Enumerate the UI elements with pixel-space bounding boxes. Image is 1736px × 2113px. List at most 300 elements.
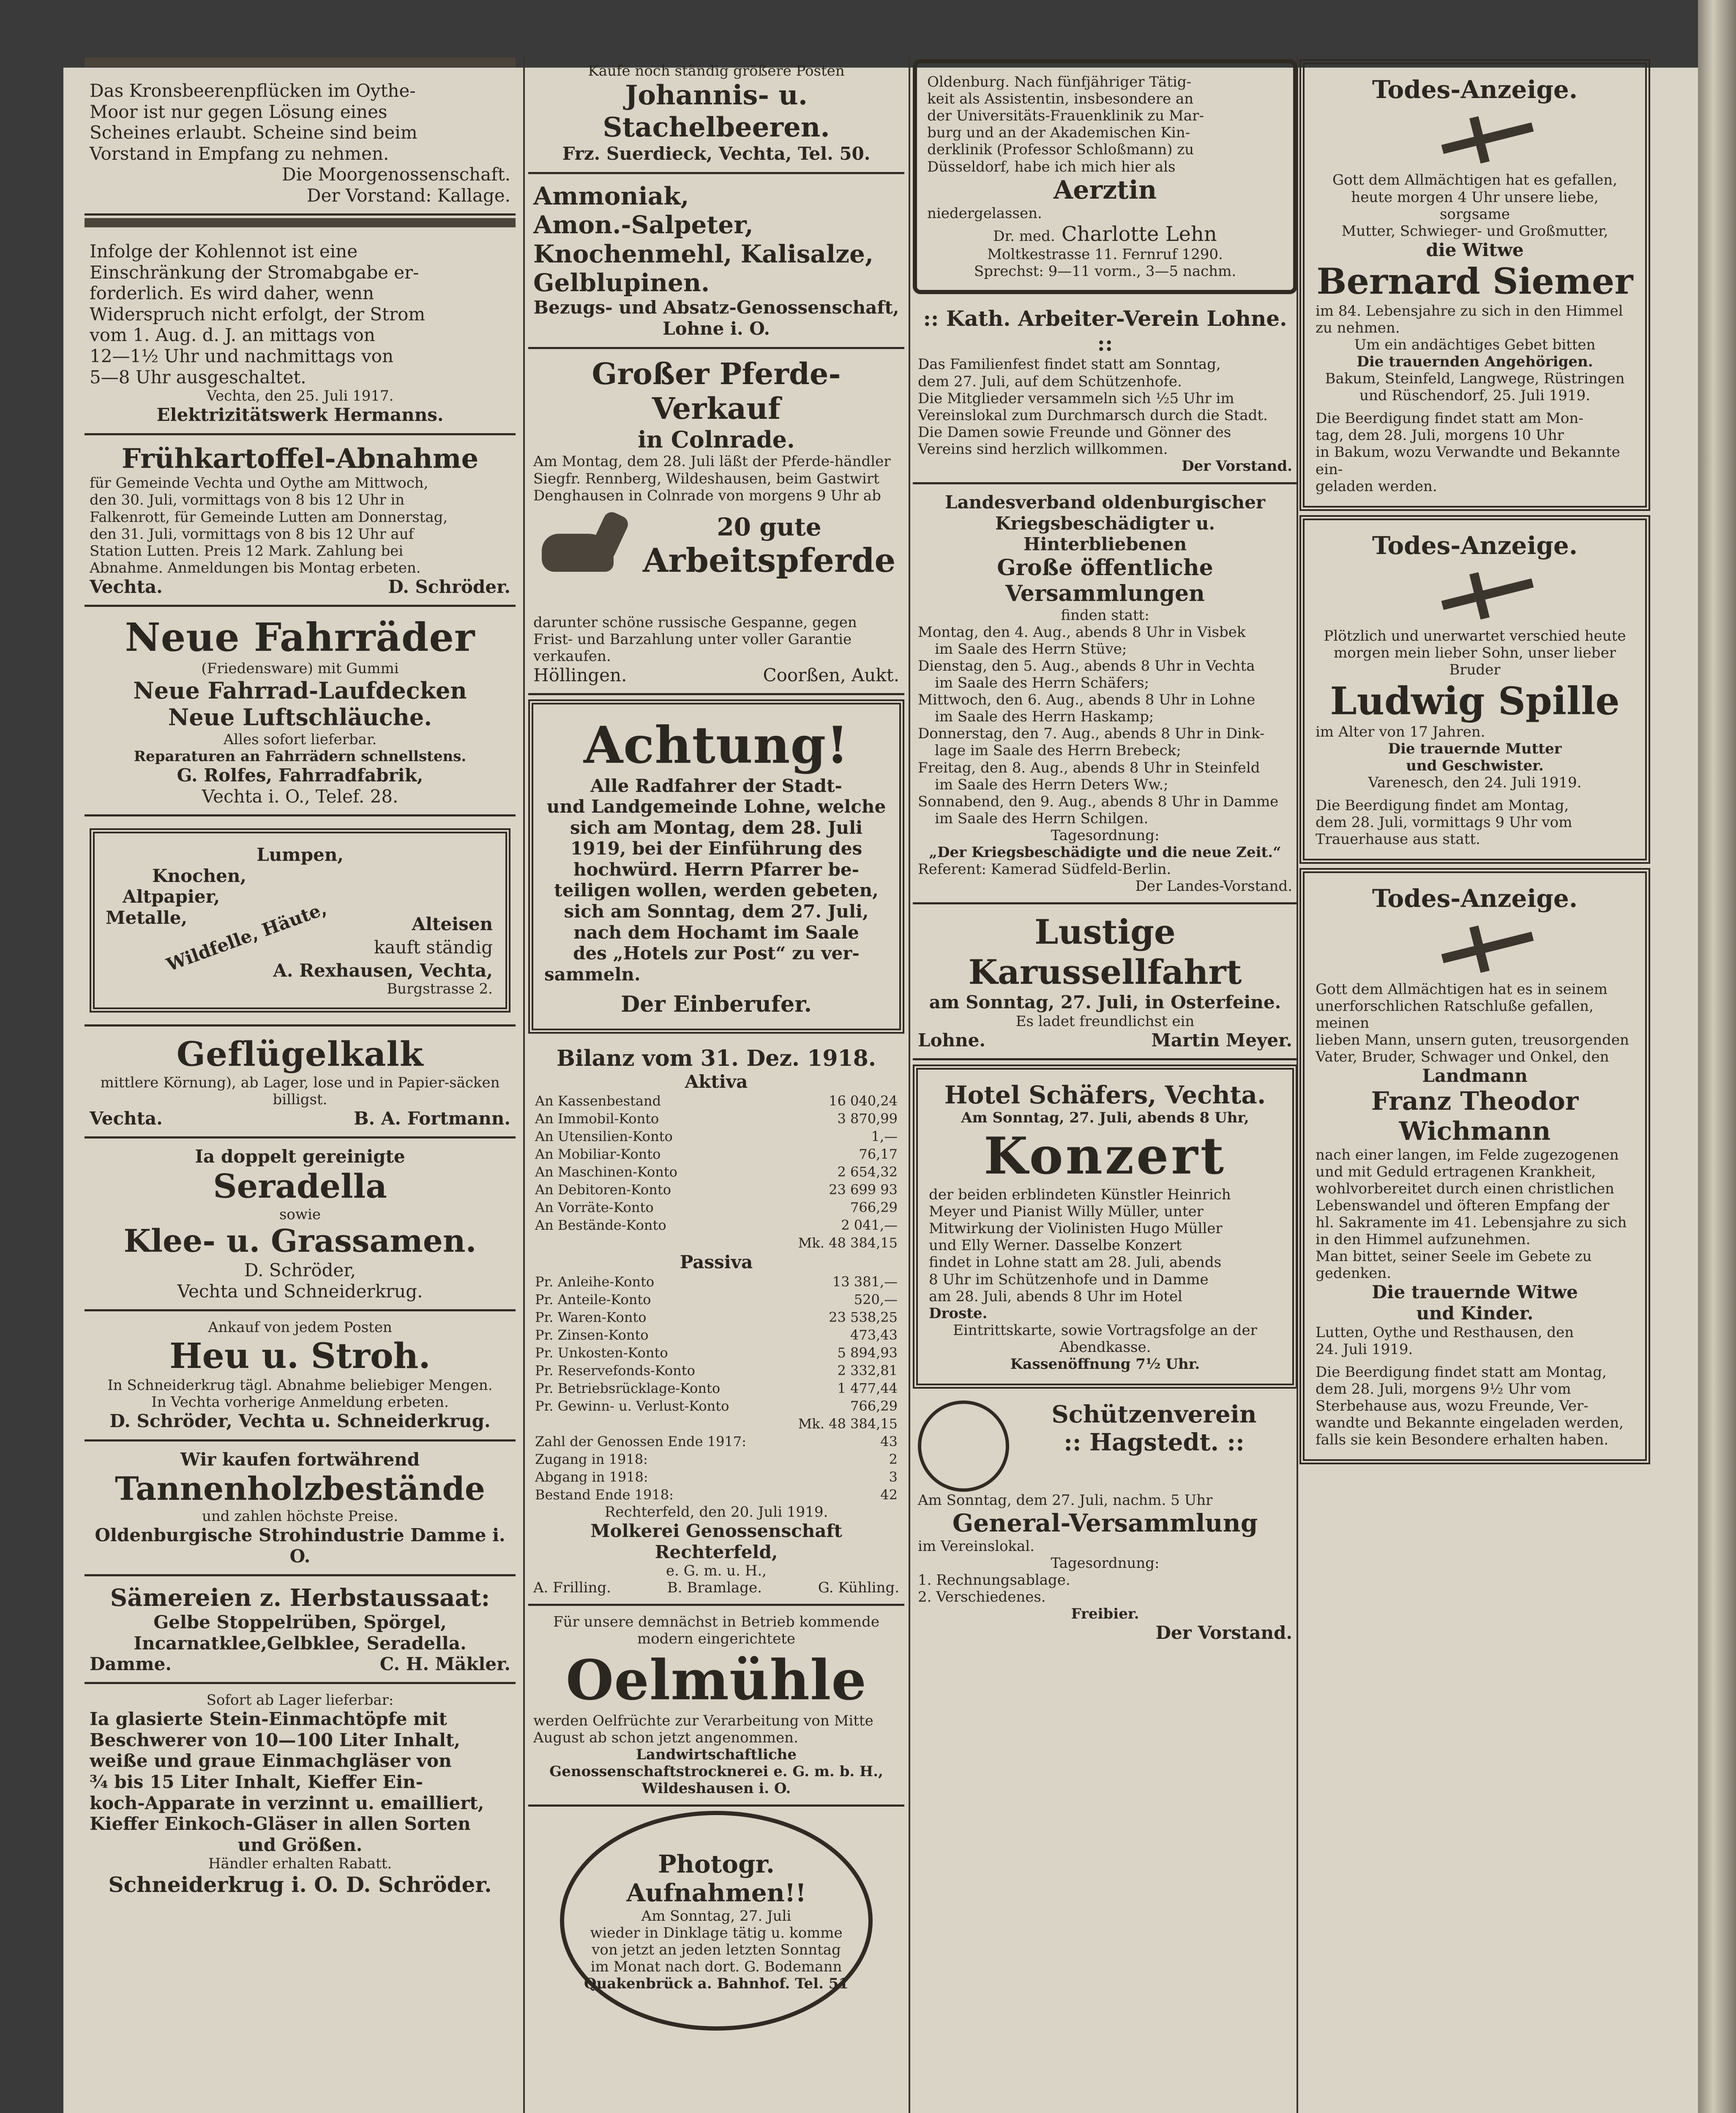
text-line: 12—1½ Uhr und nachmittags von — [90, 346, 394, 367]
ad-title: Frühkartoffel-Abnahme — [121, 442, 479, 475]
cell: An Bestände-Konto — [535, 1217, 666, 1234]
text-line: lieben Mann, unsern guten, treusorgenden — [1316, 1032, 1629, 1049]
firm: D. Schröder, — [244, 1259, 356, 1280]
ad-title: Tannenholzbestände — [115, 1470, 485, 1508]
text-line: Neue Fahrrad-Laufdecken — [133, 677, 467, 704]
text-line: geladen werden. — [1316, 478, 1437, 495]
cell: An Utensilien-Konto — [535, 1128, 673, 1145]
cell: 766,29 — [850, 1398, 898, 1414]
text-line: Montag, den 4. Aug., abends 8 Uhr in Visbek — [918, 623, 1246, 641]
table-row — [533, 1415, 899, 1433]
table-row — [533, 1163, 899, 1181]
ad-lumpen — [85, 816, 516, 1026]
text-line: von jetzt an jeden letzten Sonntag — [592, 1941, 841, 1958]
text-line: Freibier. — [1071, 1605, 1139, 1623]
text-line: Ia glasierte Stein-Einmachtöpfe mit — [90, 1709, 447, 1730]
address: Vechta i. O., Telef. 28. — [202, 786, 399, 807]
cell: 5 894,93 — [837, 1344, 898, 1361]
text-line: Tagesordnung: — [1051, 827, 1160, 844]
text-line: und Rüschendorf, 25. Juli 1919. — [1359, 387, 1591, 404]
table-row — [533, 1110, 899, 1127]
text-line: sich am Sonntag, dem 27. Juli, — [564, 901, 869, 922]
text-line: Donnerstag, den 7. Aug., abends 8 Uhr in Dink- — [918, 725, 1265, 743]
text-line: des „Hotels zur Post“ zu ver- — [573, 943, 860, 964]
cell: An Maschinen-Konto — [535, 1164, 677, 1180]
address: Vechta und Schneiderkrug. — [177, 1280, 423, 1302]
ad-kohlennot — [85, 233, 516, 435]
firm: Schneiderkrug i. O. D. Schröder. — [108, 1872, 492, 1897]
text-line: Kieffer Einkoch-Gläser in allen Sorten — [90, 1813, 471, 1835]
cell: 42 — [880, 1486, 898, 1503]
cell: An Debitoren-Konto — [535, 1182, 671, 1198]
cell: Pr. Anteile-Konto — [535, 1291, 651, 1308]
place: Vechta. — [90, 576, 163, 597]
cell: 3 — [889, 1469, 898, 1485]
ad-landesverband — [913, 484, 1297, 904]
ad-title: Seradella — [213, 1167, 387, 1206]
ad-photo — [560, 1811, 873, 2031]
table-row — [533, 1145, 899, 1163]
firm: G. Rolfes, Fahrradfabrik, — [177, 765, 423, 786]
column-3 — [913, 55, 1297, 1651]
text-line: keit als Assistentin, insbesondere an — [927, 90, 1194, 108]
text-line: und Landgemeinde Lohne, welche — [546, 796, 886, 817]
text-line: darunter schöne russische Gespanne, gegen Frist- und Barzahlung unter voller Garantie verkaufen. — [533, 614, 857, 665]
text-line: derklinik (Professor Schloßmann) zu — [927, 141, 1194, 158]
cell: Abgang in 1918: — [535, 1469, 648, 1485]
text-line: In Schneiderkrug tägl. Abnahme beliebiger Mengen. — [107, 1376, 493, 1394]
sum-cell: Mk. 48 384,15 — [798, 1415, 898, 1432]
text-line: wandte und Bekannte eingeladen werden, — [1316, 1414, 1624, 1432]
item: Wildfelle, Häute, — [164, 898, 329, 976]
text-line: Ia doppelt gereinigte — [195, 1146, 405, 1167]
text-line: Lebenswandel und öfteren Empfang der — [1316, 1197, 1610, 1214]
text-line: Am Sonntag, 27. Juli — [641, 1907, 792, 1925]
text-line: in Colnrade. — [638, 426, 795, 453]
table-row — [533, 1379, 899, 1397]
table-row — [533, 1127, 899, 1145]
text-line: im Saale des Herrn Stüve; — [935, 640, 1127, 658]
ad-fahrraeder — [85, 607, 516, 816]
ad-title: General-Versammlung — [952, 1509, 1258, 1538]
ad-arbeiterverein — [913, 298, 1297, 484]
text-line: den 30. Juli, vormittags von 8 bis 12 Uhr in — [90, 491, 405, 509]
ad-heu-stroh — [85, 1311, 516, 1441]
target-emblem-icon — [918, 1400, 1009, 1492]
text-line: und Elly Werner. Dasselbe Konzert — [929, 1237, 1182, 1254]
text-line: heute morgen 4 Uhr unsere liebe, sorgsame — [1351, 188, 1599, 223]
cell: Pr. Unkosten-Konto — [535, 1344, 668, 1361]
text-line: am 28. Juli, abends 8 Uhr im Hotel — [929, 1288, 1182, 1305]
ad-karussell — [913, 904, 1297, 1060]
text-line: Sofort ab Lager lieferbar: — [206, 1692, 394, 1709]
text-line: Eintrittskarte, sowie Vortragsfolge an der Abendkasse. — [953, 1321, 1257, 1356]
text-line: dem 27. Juli, auf dem Schützenhofe. — [918, 373, 1182, 390]
item: Metalle, — [106, 907, 188, 928]
ad-aerztin — [913, 59, 1297, 294]
text-line: tag, dem 28. Juli, morgens 10 Uhr — [1316, 427, 1564, 444]
text-line: Oldenburg. Nach fünfjähriger Tätig- — [927, 74, 1192, 90]
ad-title: Johannis- u. Stachelbeeren. — [603, 79, 830, 143]
signature: Der Vorstand. — [1155, 1622, 1292, 1643]
text-line: Man bittet, seiner Seele im Gebete zu — [1316, 1248, 1592, 1265]
firm: e. G. m. u. H., — [666, 1562, 767, 1580]
table-row — [533, 1450, 899, 1468]
text-line: Vater, Bruder, Schwager und Onkel, den — [1316, 1048, 1609, 1066]
item: Alteisen — [412, 914, 493, 935]
text-line: Station Lutten. Preis 12 Mark. Zahlung bei — [90, 542, 404, 560]
deceased-name: Ludwig Spille — [1330, 678, 1620, 723]
item: Altpapier, — [123, 886, 220, 907]
cell: 76,17 — [859, 1146, 898, 1163]
column-rule — [523, 55, 525, 2113]
ad-johannisbeeren — [528, 55, 904, 174]
ad-title: Landesverband oldenburgischer — [945, 492, 1265, 513]
cell: 766,29 — [850, 1199, 898, 1216]
text-line: am Sonntag, 27. Juli, in Osterfeine. — [929, 992, 1281, 1013]
ad-title: Konzert — [983, 1126, 1227, 1186]
text-line: lage im Saale des Herrn Brebeck; — [935, 742, 1181, 759]
text-line: Alle Radfahrer der Stadt- — [590, 775, 842, 796]
text-line: forderlich. Es wird daher, wenn — [90, 283, 374, 304]
ad-title: Hotel Schäfers, Vechta. — [944, 1080, 1266, 1109]
ad-title: :: Kath. Arbeiter-Verein Lohne. :: — [923, 306, 1287, 356]
signature: Der Landes-Vorstand. — [1135, 878, 1292, 895]
text-line: Die Beerdigung findet statt am Mon- — [1316, 410, 1583, 427]
text-line: und zahlen höchste Preise. — [202, 1507, 398, 1525]
cross-wreath-icon — [1407, 568, 1542, 619]
table-row — [533, 1092, 899, 1110]
ad-gefluegelkalk — [85, 1026, 516, 1138]
obituary-wichmann — [1299, 868, 1650, 1464]
signature: G. Kühling. — [818, 1579, 899, 1597]
text-line: dem 28. Juli, morgens 9½ Uhr vom — [1316, 1380, 1571, 1398]
text-line: Alles sofort lieferbar. — [223, 731, 377, 748]
text-line: sowie — [279, 1206, 321, 1223]
cell: An Mobiliar-Konto — [535, 1146, 661, 1163]
text-line: Für unsere demnächst in Betrieb kommende modern eingerichtete — [553, 1613, 879, 1648]
text-line: wieder in Dinklage tätig u. komme — [590, 1924, 843, 1941]
text-line: Der Vorstand: Kallage. — [306, 185, 510, 206]
ad-moor — [85, 73, 516, 216]
ad-pferdeverkauf — [528, 349, 904, 696]
date-line: Vechta, den 25. Juli 1917. — [206, 388, 394, 405]
text-line: weiße und graue Einmachgläser von — [90, 1750, 452, 1772]
place: Vechta. — [90, 1108, 163, 1129]
ad-title: Kriegsbeschädigter u. Hinterbliebenen — [995, 513, 1215, 555]
ad-title: Oelmühle — [565, 1647, 867, 1712]
text-line: Düsseldorf, habe ich mich hier als — [927, 158, 1176, 175]
text-line: Landmann — [1422, 1065, 1528, 1087]
cell: Pr. Reservefonds-Konto — [535, 1362, 695, 1379]
text-line: Mittwoch, den 6. Aug., abends 8 Uhr in Lohne — [918, 691, 1256, 709]
item: Knochen, — [152, 865, 247, 886]
text-line: Händler erhalten Rabatt. — [208, 1855, 392, 1873]
text-line: im Saale des Herrn Schilgen. — [935, 810, 1149, 827]
text-line: ¾ bis 15 Liter Inhalt, Kieffer Ein- — [90, 1772, 423, 1793]
text-line: und Größen. — [237, 1834, 363, 1855]
text-line: in den Himmel aufzunehmen. — [1316, 1231, 1531, 1248]
table-row — [533, 1433, 899, 1450]
text-line: koch-Apparate in verzinnt u. emailliert, — [90, 1792, 484, 1813]
cell: Pr. Betriebsrücklage-Konto — [535, 1380, 721, 1396]
ad-title: Geflügelkalk — [176, 1034, 424, 1074]
text-line: im Saale des Herrn Schäfers; — [935, 674, 1149, 691]
text-line: nach einer langen, im Felde zugezogenen — [1316, 1146, 1619, 1163]
text-line: „Der Kriegsbeschädigte und die neue Zeit.“ — [929, 844, 1281, 861]
text-line: Meyer und Pianist Willy Müller, unter — [929, 1203, 1204, 1220]
text-line: Die Mitglieder versammeln sich ½5 Uhr im — [918, 390, 1234, 407]
text-line: burg und an der Akademischen Kin- — [927, 124, 1190, 142]
section-head: Aktiva — [685, 1071, 748, 1092]
text-line: Gelblupinen. — [533, 268, 710, 297]
ad-einmachtoepfe — [85, 1684, 516, 1905]
text-line: den 31. Juli, vormittags von 8 bis 12 Uhr auf — [90, 525, 414, 543]
cross-wreath-icon — [1407, 112, 1542, 163]
text-line: im 84. Lebensjahre zu sich in den Himmel — [1316, 302, 1623, 319]
cell: Zahl der Genossen Ende 1917: — [535, 1433, 746, 1450]
signature: Die trauernde Witwe — [1372, 1282, 1578, 1303]
text-line: kauft ständig — [374, 937, 493, 958]
cell: 1 477,44 — [837, 1380, 898, 1396]
text-line: 1919, bei der Einführung des — [570, 838, 863, 859]
signature: Martin Meyer. — [1151, 1029, 1292, 1051]
text-line: Die Damen sowie Freunde und Gönner des — [918, 423, 1231, 441]
text-line: im Saale des Herrn Deters Ww.; — [935, 776, 1168, 793]
deceased-name: Bernard Siemer — [1316, 260, 1633, 303]
column-4 — [1299, 55, 1650, 1469]
obituary-siemer — [1299, 59, 1650, 511]
text-line: Tagesordnung: — [1051, 1554, 1160, 1572]
text-line: Trauerhause aus statt. — [1316, 831, 1480, 848]
ad-konzert — [913, 1065, 1297, 1389]
text-line: falls sie kein Besondere erhalten haben. — [1316, 1431, 1609, 1449]
text-line: Am Sonntag, 27. Juli, abends 8 Uhr, — [961, 1109, 1249, 1127]
signature: Die trauernde Mutter — [1388, 740, 1562, 757]
table-row — [533, 1486, 899, 1504]
text-line: Um ein andächtiges Gebet bitten — [1354, 336, 1596, 353]
ad-title: Heu u. Stroh. — [169, 1336, 431, 1377]
cell: 23 699 93 — [829, 1182, 898, 1198]
text-line: Das Familienfest findet statt am Sonntag, — [918, 356, 1221, 373]
horse-illustration — [533, 504, 631, 614]
ad-title: Großer Pferde-Verkauf — [592, 356, 841, 426]
text-line: hl. Sakramente im 41. Lebensjahre zu sich — [1316, 1214, 1627, 1231]
text-line: sich am Montag, dem 28. Juli — [570, 817, 863, 838]
text-line: teiligen wollen, werden gebeten, — [554, 880, 879, 901]
text-line: morgen mein lieber Sohn, unser lieber Bruder — [1334, 644, 1616, 679]
ad-achtung — [528, 699, 904, 1033]
table-row — [533, 1397, 899, 1415]
text-line: im Vereinslokal. — [918, 1537, 1035, 1555]
table-row — [533, 1468, 899, 1486]
place: Damme. — [90, 1654, 172, 1675]
rule-bar — [85, 57, 516, 67]
sum-cell: Mk. 48 384,15 — [798, 1235, 898, 1251]
text-line: Die Moorgenossenschaft. — [282, 164, 510, 185]
text-line: Kaufe noch ständig größere Posten — [588, 63, 845, 79]
cell: 2 041,— — [841, 1217, 898, 1234]
cell: 2 332,81 — [837, 1362, 898, 1379]
text-line: finden statt: — [1061, 606, 1149, 624]
text-line: 2. Verschiedenes. — [918, 1589, 1046, 1606]
signature: A. Frilling. — [533, 1579, 611, 1597]
text-line: mittlere Körnung), ab Lager, lose und in Papier-säcken billigst. — [100, 1074, 500, 1108]
address: Moltkestrasse 11. Fernruf 1290. — [987, 246, 1223, 263]
signature: und Geschwister. — [1406, 757, 1544, 774]
text-line: Mutter, Schwieger- und Großmutter, — [1341, 222, 1608, 240]
cell: 13 381,— — [832, 1273, 898, 1290]
text-line: der Universitäts-Frauenklinik zu Mar- — [927, 107, 1204, 125]
place: Lohne. — [918, 1029, 985, 1051]
obituary-spille — [1299, 515, 1650, 864]
text-line: Scheines erlaubt. Scheine sind beim — [90, 122, 418, 143]
ad-oelmuehle — [528, 1606, 904, 1807]
cell: Zugang in 1918: — [535, 1451, 648, 1467]
text-line: im Monat nach dort. G. Bodemann — [590, 1958, 842, 1975]
text-line: Abnahme. Anmeldungen bis Montag erbeten. — [90, 559, 421, 576]
text-line: hochwürd. Herrn Pfarrer be- — [573, 859, 860, 880]
ad-title: Aerztin — [1053, 175, 1157, 205]
text-line: Einschränkung der Stromabgabe er- — [90, 262, 419, 283]
ad-title: Schützenverein — [1051, 1400, 1257, 1429]
text-line: unerforschlichen Ratschluße gefallen, meinen — [1316, 998, 1594, 1032]
text-line: sammeln. — [544, 964, 641, 985]
cell: An Vorräte-Konto — [535, 1199, 654, 1216]
aktiva-table — [533, 1092, 899, 1252]
ad-title: :: Hagstedt. :: — [1064, 1428, 1245, 1457]
table-row — [533, 1344, 899, 1362]
firm: Oldenburgische Strohindustrie Damme i. O. — [95, 1525, 505, 1567]
text-line: für Gemeinde Vechta und Oythe am Mittwoch, — [90, 475, 429, 492]
column-1 — [85, 55, 516, 1905]
ad-title: Sämereien z. Herbstaussaat: — [110, 1584, 490, 1612]
text-line: Mitwirkung der Violinisten Hugo Müller — [929, 1220, 1223, 1237]
text-line: Bakum, Steinfeld, Langwege, Rüstringen — [1325, 370, 1625, 387]
text-line: Falkenrott, für Gemeinde Lutten am Donnerstag, — [90, 508, 448, 526]
text-line: zu nehmen. — [1316, 319, 1400, 336]
address: Quakenbrück a. Bahnhof. Tel. 51 — [584, 1975, 849, 1993]
signature: C. H. Mäkler. — [379, 1654, 510, 1675]
text-line: findet in Lohne statt am 28. Juli, abends — [929, 1254, 1222, 1271]
text-line: Gelbe Stoppelrüben, Spörgel, — [153, 1612, 447, 1633]
cell: Bestand Ende 1918: — [535, 1486, 674, 1503]
signature: B. Bramlage. — [667, 1579, 762, 1597]
text-line: nach dem Hochamt im Saale — [573, 922, 859, 943]
section-head: Passiva — [680, 1252, 753, 1273]
firm: Frz. Suerdieck, Vechta, Tel. 50. — [562, 143, 871, 164]
text-line: Dienstag, den 5. Aug., abends 8 Uhr in Vechta — [918, 657, 1255, 674]
cross-wreath-icon — [1407, 922, 1542, 972]
table-row — [533, 1234, 899, 1252]
cell: Pr. Gewinn- u. Verlust-Konto — [535, 1398, 729, 1414]
cell: 520,— — [854, 1291, 898, 1308]
doctor-name: Charlotte Lehn — [1061, 222, 1217, 246]
table-row — [533, 1308, 899, 1326]
place: Höllingen. — [533, 665, 627, 686]
signature: Der Vorstand. — [1182, 458, 1292, 475]
signature: B. A. Fortmann. — [354, 1108, 510, 1129]
text-line: Freitag, den 8. Aug., abends 8 Uhr in Steinfeld — [918, 759, 1260, 776]
text-line: Vereins sind herzlich willkommen. — [918, 440, 1168, 458]
book-spine — [1698, 0, 1736, 2113]
text-line: Neue Luftschläuche. — [168, 704, 432, 731]
ad-seradella — [85, 1138, 516, 1311]
cell: 23 538,25 — [829, 1309, 898, 1325]
ad-title: Klee- u. Grassamen. — [123, 1223, 477, 1259]
ad-title: Große öffentliche Versammlungen — [997, 554, 1213, 607]
signature: Elektrizitätswerk Hermanns. — [156, 404, 444, 426]
item: Lumpen, — [257, 844, 344, 865]
text-line: Reparaturen an Fahrrädern schnellstens. — [134, 748, 467, 765]
text-line: 24. Juli 1919. — [1316, 1340, 1413, 1358]
cell: 1,— — [871, 1128, 898, 1145]
text-line: Sonnabend, den 9. Aug., abends 8 Uhr in Damme — [918, 793, 1279, 810]
text-line: Droste. — [929, 1305, 988, 1322]
signature: D. Schröder. — [388, 576, 510, 597]
text-line: In Vechta vorherige Anmeldung erbeten. — [151, 1394, 449, 1411]
text-line: Knochenmehl, Kalisalze, — [533, 239, 874, 268]
cell: Pr. Waren-Konto — [535, 1309, 647, 1325]
genossen-table — [533, 1433, 899, 1504]
obituary-head: Todes-Anzeige. — [1372, 531, 1578, 560]
text-line: Es ladet freundlichst ein — [1015, 1013, 1195, 1030]
text-line: werden Oelfrüchte zur Verarbeitung von Mitte August ab schon jetzt angenommen. — [533, 1712, 873, 1746]
text-line: Ankauf von jedem Posten — [208, 1319, 392, 1336]
ad-frame — [90, 828, 510, 1013]
text-line: im Alter von 17 Jahren. — [1316, 723, 1485, 740]
address: Lohne i. O. — [663, 318, 770, 339]
signature: Der Einberufer. — [621, 991, 812, 1018]
ad-bilanz — [528, 1038, 904, 1606]
signature: Die trauernden Angehörigen. — [1357, 353, 1593, 370]
cell: 473,43 — [850, 1327, 898, 1343]
ad-title: Arbeitspferde — [642, 541, 896, 580]
ad-saemereien — [85, 1576, 516, 1684]
table-row — [533, 1216, 899, 1234]
ad-ammoniak — [528, 174, 904, 349]
table-row — [533, 1198, 899, 1216]
cell: An Immobil-Konto — [535, 1111, 659, 1127]
cell: 16 040,24 — [829, 1093, 898, 1109]
text-line: Beschwerer von 10—100 Liter Inhalt, — [90, 1729, 461, 1750]
ad-title: Neue Fahrräder — [125, 614, 475, 660]
text-line: niedergelassen. — [927, 205, 1042, 222]
text-line: Moor ist nur gegen Lösung eines — [90, 101, 388, 122]
obituary-head: Todes-Anzeige. — [1372, 884, 1578, 913]
signature: Coorßen, Aukt. — [763, 665, 899, 686]
cell: 43 — [880, 1433, 898, 1450]
text-line: 5—8 Uhr ausgeschaltet. — [90, 366, 306, 388]
text-line: Vorstand in Empfang zu nehmen. — [90, 143, 389, 164]
firm: Bezugs- und Absatz-Genossenschaft, — [533, 297, 899, 318]
text-line: der beiden erblindeten Künstler Heinrich — [929, 1186, 1231, 1203]
passiva-table — [533, 1273, 899, 1433]
text-line: wohlvorbereitet durch einen christlichen — [1316, 1180, 1614, 1197]
text-line: dem 28. Juli, vormittags 9 Uhr vom — [1316, 814, 1572, 831]
table-row — [533, 1273, 899, 1291]
text-line: Die Beerdigung findet statt am Montag, — [1316, 1363, 1607, 1381]
text-line: Gott dem Allmächtigen hat es gefallen, — [1332, 172, 1617, 189]
ad-title: Bilanz vom 31. Dez. 1918. — [557, 1045, 876, 1071]
table-row — [533, 1181, 899, 1198]
text-line: die Witwe — [1426, 239, 1524, 260]
firm: D. Schröder, Vechta u. Schneiderkrug. — [109, 1411, 491, 1432]
address: Burgstrasse 2. — [387, 980, 493, 998]
text-line: vom 1. Aug. d. J. an mittags von — [90, 325, 375, 346]
obituary-head: Todes-Anzeige. — [1372, 75, 1578, 104]
ad-title: Photogr. Aufnahmen!! — [626, 1849, 806, 1908]
